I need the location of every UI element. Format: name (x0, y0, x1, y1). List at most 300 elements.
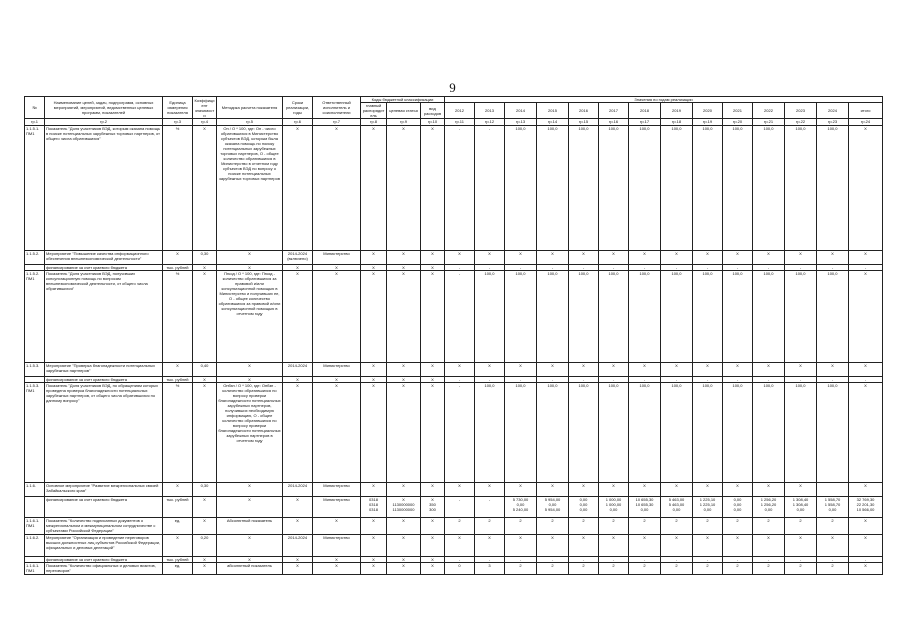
table-row (25, 271, 883, 363)
table-cell: X (387, 363, 421, 377)
table-cell: X (421, 363, 445, 377)
table-cell: X (599, 363, 629, 377)
table-cell: X (849, 271, 883, 363)
table-row (25, 126, 883, 251)
table-cell: 100,0 (785, 126, 817, 251)
table-cell: X (599, 483, 629, 497)
table-cell: X (753, 251, 785, 265)
column-number: гр.8 (361, 119, 387, 126)
column-number: гр.23 (817, 119, 849, 126)
table-cell: - (569, 377, 599, 383)
table-cell: X (475, 483, 505, 497)
table-cell: - (693, 377, 723, 383)
table-cell: X (361, 265, 387, 271)
table-row (25, 518, 883, 535)
table-cell: 5 463,00 5 463,00 0,00 (661, 497, 693, 518)
table-cell: X (421, 251, 445, 265)
table-cell: 1.1.5.3. (25, 363, 45, 377)
table-cell: 2 (785, 518, 817, 535)
table-cell: X (505, 251, 537, 265)
table-cell: 1.1.5.2. ПМ1 (25, 271, 45, 363)
table-cell: - (661, 557, 693, 563)
table-cell: 2 (505, 563, 537, 575)
table-cell: 100,0 (817, 271, 849, 363)
table-cell: 0 (445, 563, 475, 575)
table-cell: тыс. рублей (163, 557, 193, 563)
header-year: 2017 (599, 103, 629, 119)
table-cell: X (387, 377, 421, 383)
table-cell: X (693, 251, 723, 265)
table-cell: X (817, 251, 849, 265)
table-row (25, 497, 883, 518)
header-budget-sub: главный распорядитель (361, 103, 387, 119)
column-number: гр.12 (475, 119, 505, 126)
table-cell: 2 (599, 563, 629, 575)
table-cell: Абсолютный показатель (217, 518, 283, 535)
table-cell: X (849, 483, 883, 497)
table-cell: 2 (599, 518, 629, 535)
table-cell: - (475, 557, 505, 563)
table-cell: 100,0 (693, 383, 723, 483)
table-cell: X (421, 271, 445, 363)
table-cell: 2 (785, 563, 817, 575)
table-cell: 100,0 (753, 383, 785, 483)
table-cell: X (661, 535, 693, 557)
table-cell: X (445, 483, 475, 497)
table-cell: X (217, 377, 283, 383)
table-cell: - (537, 557, 569, 563)
table-cell: 100,0 (785, 383, 817, 483)
column-number: гр.17 (629, 119, 661, 126)
header-coef: Коэффициент значимости (193, 97, 217, 119)
table-cell: - (445, 557, 475, 563)
table-cell: X (313, 557, 361, 563)
table-cell: - (785, 557, 817, 563)
table-cell: финансирование за счет краевого бюджета (45, 497, 163, 518)
table-cell: X (505, 483, 537, 497)
table-cell: X (193, 497, 217, 518)
column-number: гр.19 (693, 119, 723, 126)
table-cell: 100,0 (693, 271, 723, 363)
table-cell: X (599, 251, 629, 265)
table-cell: 100,0 (629, 126, 661, 251)
table-cell: 100,0 (723, 126, 753, 251)
table-cell: X (785, 251, 817, 265)
table-cell: X (283, 518, 313, 535)
table-cell: - (753, 265, 785, 271)
table-cell: X (387, 271, 421, 363)
table-cell: X (313, 518, 361, 535)
column-number: гр.18 (661, 119, 693, 126)
table-cell: - (629, 377, 661, 383)
table-cell: X (387, 265, 421, 271)
table-cell: X (217, 535, 283, 557)
table-cell: X (387, 483, 421, 497)
table-cell: 100,0 (753, 271, 785, 363)
table-cell: X (283, 271, 313, 363)
table-cell: X (693, 483, 723, 497)
table-cell: - (445, 271, 475, 363)
table-cell: - (849, 265, 883, 271)
table-cell: X (361, 557, 387, 563)
table-cell: X (313, 271, 361, 363)
table-cell: X (421, 518, 445, 535)
table-cell: 100,0 (505, 383, 537, 483)
table-cell: X (475, 535, 505, 557)
header-no: № (25, 97, 45, 119)
table-cell: X (361, 483, 387, 497)
column-number: гр.7 (313, 119, 361, 126)
table-cell: X (661, 363, 693, 377)
table-cell: 32 769,30 22 201,30 10 566,00 (849, 497, 883, 518)
table-cell: 2 (693, 518, 723, 535)
table-cell: X (445, 251, 475, 265)
table-cell (817, 483, 849, 497)
table-cell: X (849, 563, 883, 575)
table-cell: 1 256,20 1 256,20 0,00 (753, 497, 785, 518)
column-number: гр.5 (217, 119, 283, 126)
table-cell: - (817, 265, 849, 271)
table-cell: Министерство (313, 363, 361, 377)
table-cell: Мероприятие "Проверка благонадежности потенциальных зарубежных партнеров" (45, 363, 163, 377)
table-cell: 100,0 (817, 126, 849, 251)
table-cell: - (785, 265, 817, 271)
table-cell: 2 (753, 563, 785, 575)
table-cell: 100,0 (785, 271, 817, 363)
table-cell: X (361, 563, 387, 575)
table-cell: X (361, 377, 387, 383)
table-cell: X (421, 483, 445, 497)
table-cell: 2 (445, 518, 475, 535)
table-cell: - (817, 557, 849, 563)
table-row (25, 535, 883, 557)
table-cell: X (629, 363, 661, 377)
table-cell: 100,0 (537, 126, 569, 251)
table-cell: 1 225,10 1 225,10 0,00 (693, 497, 723, 518)
table-cell: 2 (817, 563, 849, 575)
header-responsible: Ответственный исполнитель и соисполнители (313, 97, 361, 119)
table-cell (25, 497, 45, 518)
table-cell: 0,40 (193, 363, 217, 377)
table-cell: - (505, 557, 537, 563)
column-number: гр.24 (849, 119, 883, 126)
table-cell: 1.1.6. (25, 483, 45, 497)
table-cell: X (421, 535, 445, 557)
table-cell: 100,0 (661, 271, 693, 363)
header-year: 2012 (445, 103, 475, 119)
table-cell: Министерство (313, 251, 361, 265)
table-cell: X (283, 563, 313, 575)
table-row (25, 251, 883, 265)
table-cell: X (505, 535, 537, 557)
table-cell: X (753, 363, 785, 377)
table-cell: - (693, 265, 723, 271)
header-year: 2015 (537, 103, 569, 119)
table-cell: финансирование за счет краевого бюджета (45, 377, 163, 383)
table-cell: X (387, 383, 421, 483)
table-cell: 5 730,00 0,00 5 240,00 (505, 497, 537, 518)
table-cell: Министерство (313, 535, 361, 557)
table-row (25, 483, 883, 497)
table-cell: X (629, 251, 661, 265)
table-cell: X (361, 271, 387, 363)
table-cell: 2 (661, 518, 693, 535)
table-cell: Показатель "Доля участников ВЭД, по обращениям которых проведена проверка благонадежности потенциальных зарубежных партнеров, от общего числа обратившихся по данному вопросу" (45, 383, 163, 483)
table-cell: X (537, 363, 569, 377)
table-cell: 3 (475, 563, 505, 575)
table-cell: Министерство (313, 497, 361, 518)
table-cell: Мероприятие "Повышение качества информационного обеспечения внешнеэкономической деятельности" (45, 251, 163, 265)
table-cell: - (817, 377, 849, 383)
column-number: гр.20 (723, 119, 753, 126)
table-cell: тыс. рублей (163, 497, 193, 518)
table-cell: X (193, 383, 217, 483)
table-cell: X (661, 251, 693, 265)
table-cell: - (475, 377, 505, 383)
table-cell: X (849, 363, 883, 377)
table-cell: X (421, 557, 445, 563)
table-cell: 0318 0318 0318 (361, 497, 387, 518)
table-cell: - (445, 497, 475, 518)
table-cell: Мероприятие "Организация и проведение переговоров высших должностных лиц субъектов Российской Федерации, официальных и деловых делегаций" (45, 535, 163, 557)
table-cell: - (445, 377, 475, 383)
table-cell: 100,0 (505, 126, 537, 251)
table-cell: - (661, 377, 693, 383)
table-cell: - (599, 377, 629, 383)
table-cell: - (475, 126, 505, 251)
table-cell: 1 558,70 1 558,70 0,00 (817, 497, 849, 518)
table-cell: 2014-2024 (включено) (283, 251, 313, 265)
table-cell: Показатель "Количество официальных и деловых визитов, переговоров" (45, 563, 163, 575)
table-cell: 0,20 (193, 535, 217, 557)
table-cell: X (421, 265, 445, 271)
table-cell: Опбзп / О * 100, где: Опбзп - количество обратившихся по вопросу проверки благонадежности потенциальных зарубежных партнеров, получивших необходимую информацию, О - общее количество обратившихся по вопросу проверки благонадежности потенциальных зарубежных партнеров в отчетном году (217, 383, 283, 483)
table-cell: X (723, 483, 753, 497)
header-method: Методика расчета показателя (217, 97, 283, 119)
column-number: гр.16 (599, 119, 629, 126)
table-cell: % (163, 271, 193, 363)
table-cell: 2 (817, 518, 849, 535)
table-cell: X (283, 377, 313, 383)
table-cell: % (163, 126, 193, 251)
table-cell: 10 655,30 10 655,30 0,00 (629, 497, 661, 518)
table-cell: - (505, 377, 537, 383)
table-cell: X (163, 251, 193, 265)
table-cell: X (475, 363, 505, 377)
header-terms: Сроки реализации, годы (283, 97, 313, 119)
table-cell: - (599, 557, 629, 563)
table-cell: X (217, 363, 283, 377)
table-cell: - (753, 557, 785, 563)
table-cell: - (475, 265, 505, 271)
table-cell: - (629, 265, 661, 271)
table-cell: X (445, 535, 475, 557)
table-cell: X (445, 363, 475, 377)
table-cell: 100,0 (537, 271, 569, 363)
table-cell: - (569, 265, 599, 271)
table-cell: X (723, 535, 753, 557)
table-cell: % (163, 383, 193, 483)
table-cell: - (753, 377, 785, 383)
column-number: гр.1 (25, 119, 45, 126)
page-number: 9 (449, 80, 456, 95)
table-cell: - (849, 557, 883, 563)
table-cell: 100,0 (599, 126, 629, 251)
header-numbers-row (25, 119, 883, 126)
table-cell: 1.1.5.3. ПМ1 (25, 383, 45, 483)
table-cell: X (283, 497, 313, 518)
column-number: гр.4 (193, 119, 217, 126)
table-cell: X (163, 535, 193, 557)
table-cell: X (505, 363, 537, 377)
table-cell: X (475, 251, 505, 265)
table-cell: X (193, 518, 217, 535)
table-cell: X (569, 251, 599, 265)
table-cell: X (421, 377, 445, 383)
table-cell: - (537, 377, 569, 383)
table-cell: тыс. рублей (163, 377, 193, 383)
header-year: 2018 (629, 103, 661, 119)
table-cell: 100,0 (817, 383, 849, 483)
table-header (25, 97, 883, 126)
table-cell: 100,0 (569, 383, 599, 483)
table-cell: X (569, 483, 599, 497)
table-cell: 2 (569, 563, 599, 575)
table-cell: 1.1.6.2. (25, 535, 45, 557)
table-cell: 0,00 0,00 0,00 (723, 497, 753, 518)
table-cell: X (193, 377, 217, 383)
table-cell: - (445, 265, 475, 271)
column-number: гр.15 (569, 119, 599, 126)
header-year: 2020 (693, 103, 723, 119)
table-cell: 100,0 (693, 126, 723, 251)
table-cell: X (283, 265, 313, 271)
table-cell: тыс. рублей (163, 265, 193, 271)
table-cell: X 350 300 (421, 497, 445, 518)
table-cell: 2014-2024 (283, 363, 313, 377)
table-cell: - (723, 557, 753, 563)
column-number: гр.13 (505, 119, 537, 126)
table-cell: 1.1.5.1. ПМ1 (25, 126, 45, 251)
table-cell: - (723, 377, 753, 383)
table-cell: X (283, 383, 313, 483)
table-cell: финансирование за счет краевого бюджета (45, 557, 163, 563)
column-number: гр.3 (163, 119, 193, 126)
table-cell: 100,0 (599, 383, 629, 483)
table-cell: X (361, 363, 387, 377)
table-cell: ед. (163, 563, 193, 575)
table-row (25, 363, 883, 377)
column-number: гр.6 (283, 119, 313, 126)
table-cell: - (537, 265, 569, 271)
table-cell: 5 954,00 0,00 5 954,00 (537, 497, 569, 518)
table-cell: X (193, 126, 217, 251)
table-cell: X (313, 563, 361, 575)
table-cell: X (421, 563, 445, 575)
table-cell: X (723, 251, 753, 265)
table-cell: - (569, 557, 599, 563)
table-cell: - (475, 497, 505, 518)
table-cell: X (387, 557, 421, 563)
table-cell: X (387, 563, 421, 575)
header-budget-sub: вид расходов (421, 103, 445, 119)
header-year: 2023 (785, 103, 817, 119)
table-cell: X (629, 483, 661, 497)
table-cell: 2 (723, 563, 753, 575)
table-cell: X (193, 265, 217, 271)
table-cell: X (387, 518, 421, 535)
header-year: 2013 (475, 103, 505, 119)
table-row (25, 383, 883, 483)
header-budget-codes: Коды бюджетной классификации (361, 97, 445, 103)
table-cell: Показатель "Количество подписанных документов о межрегиональном и межмуниципальном сотрудничестве с субъектами Российской Федерации" (45, 518, 163, 535)
table-cell: 0,30 (193, 251, 217, 265)
table-cell: X (569, 363, 599, 377)
table-cell: X (361, 251, 387, 265)
table-cell: 100,0 (723, 383, 753, 483)
table-cell: - (693, 557, 723, 563)
table-cell: X (313, 126, 361, 251)
header-year: итого (849, 103, 883, 119)
table-cell: финансирование за счет краевого бюджета (45, 265, 163, 271)
table-cell: X (387, 126, 421, 251)
table-cell: X (723, 363, 753, 377)
table-cell: - (661, 265, 693, 271)
header-year: 2021 (723, 103, 753, 119)
table-cell: X (387, 535, 421, 557)
table-cell: X (193, 557, 217, 563)
table-cell: 100,0 (723, 271, 753, 363)
table-cell: 100,0 (475, 383, 505, 483)
table-cell: Показатель "Доля участников ВЭД, которым оказана помощь в поиске потенциальных зарубежных торговых партнеров, от общего числа обратившихся" (45, 126, 163, 251)
table-cell: X (629, 535, 661, 557)
table-cell: X (599, 535, 629, 557)
table-cell: 2 (505, 518, 537, 535)
column-number: гр.9 (387, 119, 421, 126)
table-cell: X (163, 483, 193, 497)
header-year: 2022 (753, 103, 785, 119)
table-cell: Оп / О * 100, где: Оп - число обратившихся в Министерство субъектов ВЭД, которым была оказана помощь по поиску потенциальных зарубежных торговых партнеров, О - общее количество обратившихся в Министерство в отчетном году субъектов ВЭД по вопросу о поиске потенциальных зарубежных торговых партнеров (217, 126, 283, 251)
table-cell: - (505, 265, 537, 271)
table-cell: X (217, 251, 283, 265)
table-cell: - (599, 265, 629, 271)
table-cell: X (193, 563, 217, 575)
table-cell: - (849, 377, 883, 383)
table-cell: 100,0 (629, 271, 661, 363)
header-name: Наименование целей, задач, подпрограмм, основных мероприятий, мероприятий, ведомственных целевых программ, показателей (45, 97, 163, 119)
table-cell: X (313, 383, 361, 483)
table-cell: X (693, 535, 723, 557)
table-cell: X (361, 126, 387, 251)
table-cell: X (217, 497, 283, 518)
table-cell: X (849, 126, 883, 251)
table-cell: 100,0 (629, 383, 661, 483)
table-cell: X (421, 383, 445, 483)
table-cell: X (849, 383, 883, 483)
table-cell: 100,0 (661, 126, 693, 251)
table-cell: - (445, 126, 475, 251)
table-cell: X (785, 535, 817, 557)
table-cell: - (629, 557, 661, 563)
table-cell: X (421, 126, 445, 251)
table-cell: 2 (475, 518, 505, 535)
table-cell: 2014-2024 (283, 535, 313, 557)
table-cell: 100,0 (569, 271, 599, 363)
header-values: Значения по годам реализации (445, 97, 883, 103)
table-cell: 2 (693, 563, 723, 575)
table-cell: X (283, 126, 313, 251)
column-number: гр.14 (537, 119, 569, 126)
